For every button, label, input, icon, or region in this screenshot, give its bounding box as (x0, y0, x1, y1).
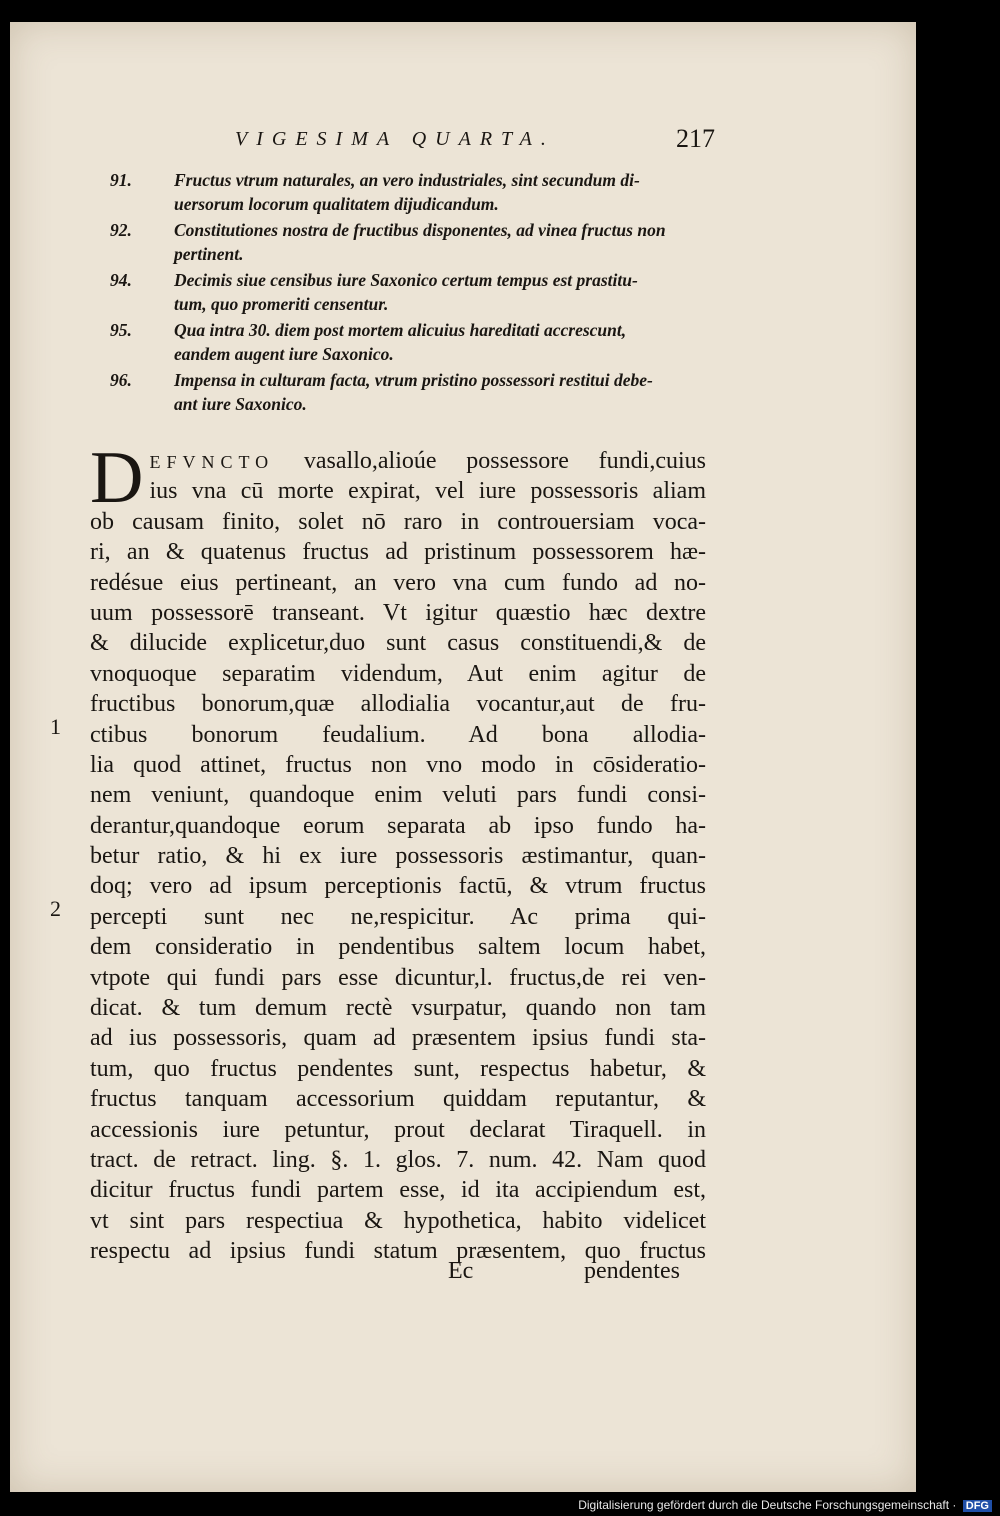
text-line: vt sint pars respectiua & hypothetica, habito videlicet (90, 1207, 706, 1234)
text-line: dicat. & tum demum rectè vsurpatur, quando non tam (90, 995, 706, 1022)
text-line: ri, an & quatenus fructus ad pristinum possessorem hæ- (90, 539, 706, 566)
text-line: tract. de retract. ling. §. 1. glos. 7. num. 42. Nam quod (90, 1146, 706, 1173)
summary-number: 92. (110, 220, 132, 240)
dfg-logo-icon: DFG (963, 1500, 992, 1512)
text-line: ob causam finito, solet nō raro in controuersiam voca- (90, 508, 706, 535)
text-line: uum possessorē transeant. Vt igitur quæstio hæc dextre (90, 599, 706, 626)
text-line: fructibus bonorum,quæ allodialia vocantur,aut de fru- (90, 691, 706, 718)
text-line: ad ius possessoris, quam ad præsentem ipsius fundi sta- (90, 1025, 706, 1052)
text-line: fructus tanquam accessorium quiddam reputantur, & (90, 1086, 706, 1113)
text-line-content: vasallo,alioúe possessore fundi,cuius (303, 448, 706, 474)
text-line: vtpote qui fundi pars esse dicuntur,l. fructus,de rei ven- (90, 964, 706, 991)
text-line (90, 446, 706, 476)
text-line: derantur,quandoque eorum separata ab ipso fundo ha- (90, 812, 706, 839)
summary-number: 96. (110, 370, 132, 390)
summary-item (110, 218, 715, 266)
summary-line: Decimis siue censibus iure Saxonico certum tempus est prastitu- (174, 270, 638, 290)
summary-line: eandem augent iure Saxonico. (174, 344, 394, 364)
summary-line: pertinent. (174, 244, 244, 264)
text-line: dem consideratio in pendentibus saltem locum habet, (90, 934, 706, 961)
text-line: nem veniunt, quandoque enim veluti pars fundi consi- (90, 782, 706, 809)
signature-mark: Ec (448, 1258, 474, 1284)
text-line: lia quod attinet, fructus non vno modo in cōsideratio- (90, 751, 706, 778)
summary-line: tum, quo promeriti censentur. (174, 294, 389, 314)
summary-item (110, 368, 715, 416)
summary-line: ant iure Saxonico. (174, 394, 307, 414)
text-line: vnoquoque separatim videndum, Aut enim agitur de (90, 660, 706, 687)
margin-note: 1 (50, 714, 61, 739)
summary-number: 91. (110, 170, 132, 190)
text-line: betur ratio, & hi ex iure possessoris æstimantur, quan- (90, 843, 706, 870)
summary-item (110, 318, 715, 366)
summary-item (110, 168, 715, 216)
text-line: redésue eius pertineant, an vero vna cum fundo ad no- (90, 569, 706, 596)
text-line: dicitur fructus fundi partem esse, id ita accipiendum est, (90, 1177, 706, 1204)
summary-line: Constitutiones nostra de fructibus disponentes, ad vinea fructus non (174, 220, 666, 240)
catchword: pendentes (584, 1258, 680, 1284)
credit-text: Digitalisierung gefördert durch die Deutsche Forschungsgemeinschaft · (578, 1498, 957, 1512)
text-line: accessionis iure petuntur, prout declarat Tiraquell. in (90, 1116, 706, 1143)
summary-line: Qua intra 30. diem post mortem alicuius hareditati accrescunt, (174, 320, 627, 340)
summary-line: Fructus vtrum naturales, an vero industriales, sint secundum di- (174, 170, 640, 190)
page-header (235, 124, 715, 158)
page-number: 217 (676, 124, 715, 153)
running-head: VIGESIMA QUARTA. (235, 128, 555, 150)
text-line: percepti sunt nec ne,respicitur. Ac prima qui- (90, 903, 706, 930)
text-line: ius vna cū morte expirat, vel iure possessoris aliam (149, 478, 706, 505)
summary-number: 95. (110, 320, 132, 340)
text-line: respectu ad ipsius fundi statum præsentem, quo fructus (90, 1238, 706, 1265)
margin-note: 2 (50, 896, 61, 921)
summary-list (110, 168, 715, 418)
summary-item (110, 268, 715, 316)
text-line: doq; vero ad ipsum perceptionis factū, & vtrum fructus (90, 873, 706, 900)
summary-line: Impensa in culturam facta, vtrum pristino possessori restitui debe- (174, 370, 653, 390)
first-word: EFVNCTO (149, 452, 275, 472)
text-line: tum, quo fructus pendentes sunt, respectus habetur, & (90, 1055, 706, 1082)
text-line: & dilucide explicetur,duo sunt casus constituendi,& de (90, 630, 706, 657)
summary-line: uersorum locorum qualitatem dijudicandum. (174, 194, 499, 214)
main-text (90, 437, 706, 1267)
text-line: ctibus bonorum feudalium. Ad bona allodia- (90, 721, 706, 748)
footer-credit (578, 1498, 992, 1512)
drop-cap: D (90, 437, 144, 519)
summary-number: 94. (110, 270, 132, 290)
